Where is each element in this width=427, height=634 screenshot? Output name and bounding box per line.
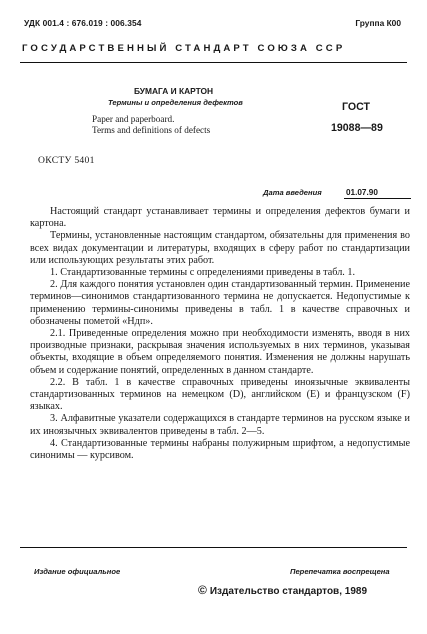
english-title (92, 114, 210, 135)
bottom-rule (20, 547, 407, 548)
copyright-icon: © (198, 583, 207, 597)
state-standard-heading: ГОСУДАРСТВЕННЫЙ СТАНДАРТ СОЮЗА ССР (22, 43, 346, 54)
paragraph-terms-mandatory: Термины, установленные настоящим стандартом, обязательны для применения во всех видах документации и литературы, входящих в сферу работ по стандартизации или использующих результаты этих работ. (30, 230, 410, 266)
gost-label: ГОСТ (342, 101, 370, 113)
effective-date-value: 01.07.90 (346, 188, 378, 197)
copyright-text: Издательство стандартов, 1989 (209, 586, 368, 597)
paragraph-intro: Настоящий стандарт устанавливает термины и определения дефектов бумаги и картона. (30, 206, 410, 230)
oksty-code: ОКСТУ 5401 (38, 155, 95, 166)
group-code: Группа К00 (355, 18, 401, 28)
paragraph-4: 4. Стандартизованные термины набраны полужирным шрифтом, а недопустимые синонимы — курсивом. (30, 437, 410, 462)
reprint-prohibited-note: Перепечатка воспрещена (290, 567, 390, 576)
english-title-line-1: Paper and paperboard. (92, 114, 175, 124)
document-subtitle: Термины и определения дефектов (108, 98, 243, 107)
top-rule (20, 62, 407, 63)
official-edition-note: Издание официальное (34, 567, 121, 576)
body-text (30, 206, 410, 462)
paragraph-2: 2. Для каждого понятия установлен один стандартизованный термин. Применение терминов—синонимов стандартизованного термина не допускается. Недопустимые к применению термины-синонимы приведены в табл. 1 в качестве справочных и обозначены пометой «Ндп». (30, 279, 410, 327)
english-title-line-2: Terms and definitions of defects (92, 124, 211, 135)
document-title: БУМАГА И КАРТОН (134, 86, 214, 96)
paragraph-2-2: 2.2. В табл. 1 в качестве справочных приведены иноязычные эквиваленты стандартизованных терминов на немецком (D), английском (E) и французском (F) языках. (30, 376, 410, 413)
effective-date-underline (344, 198, 411, 199)
paragraph-1: 1. Стандартизованные термины с определениями приведены в табл. 1. (50, 267, 356, 279)
paragraph-2-1: 2.1. Приведенные определения можно при необходимости изменять, вводя в них производные признаки, раскрывая значения используемых в них терминов, указывая объекты, входящие в объем определяемого понятия. Изменения не должны нарушать объем и содержание понятий, определенных в данном стандарте. (30, 328, 410, 376)
udk-code: УДК 001.4 : 676.019 : 006.354 (24, 18, 142, 28)
copyright-line (198, 583, 367, 597)
effective-date-label: Дата введения (263, 188, 322, 197)
paragraph-3: 3. Алфавитные указатели содержащихся в стандарте терминов на русском языке и их иноязычных эквивалентов приведены в табл. 2—5. (30, 413, 410, 437)
gost-number: 19088—89 (331, 122, 383, 134)
